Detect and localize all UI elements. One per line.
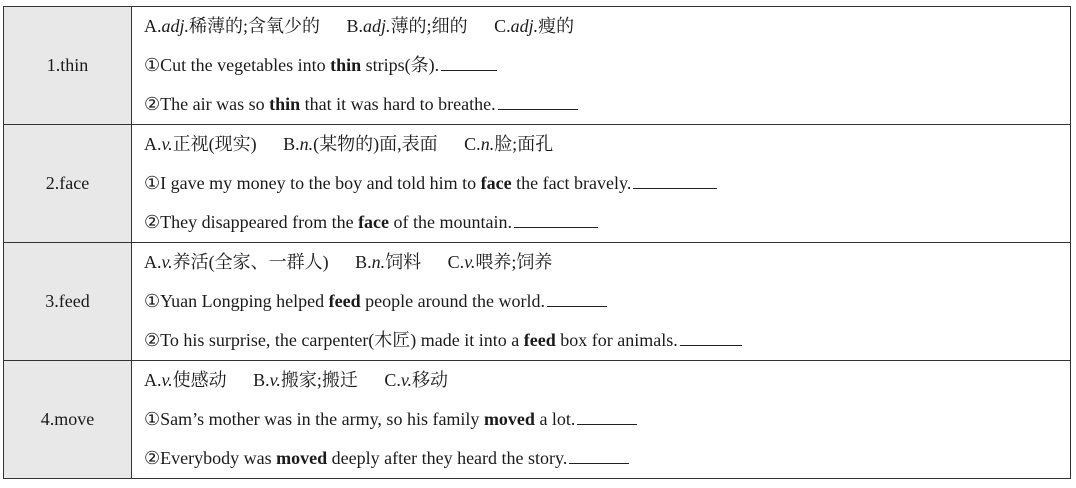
option-c: C.v.移动 (384, 370, 449, 390)
target-word: thin (330, 55, 362, 75)
content-cell (132, 243, 1071, 361)
target-word: face (358, 212, 390, 232)
sentence-1: ①Sam’s mother was in the army, so his family moved a lot. (144, 400, 1070, 439)
target-word: moved (276, 448, 328, 468)
target-word: feed (328, 291, 361, 311)
option-b: B.n.(某物的)面,表面 (283, 134, 438, 154)
option-a: A.v.养活(全家、一群人) (144, 252, 329, 272)
sentence-1: ①I gave my money to the boy and told him to face the fact bravely. (144, 164, 1070, 203)
option-a: A.v.正视(现实) (144, 134, 257, 154)
headword: 1.thin (46, 55, 89, 75)
option-a: A.v.使感动 (144, 370, 227, 390)
headword: 4.move (40, 409, 95, 429)
word-cell (4, 125, 132, 243)
word-cell (4, 361, 132, 479)
target-word: moved (483, 409, 535, 429)
answer-blank[interactable] (577, 410, 637, 425)
table-row (4, 7, 1071, 125)
content-cell (132, 125, 1071, 243)
option-b: B.n.饲料 (355, 252, 422, 272)
options-line (144, 243, 1070, 282)
sentence-2: ②To his surprise, the carpenter(木匠) made it into a feed box for animals. (144, 321, 1070, 360)
answer-blank[interactable] (680, 331, 742, 346)
vocabulary-table-container (3, 6, 1071, 482)
table-row (4, 361, 1071, 479)
word-cell (4, 243, 132, 361)
options-line (144, 7, 1070, 46)
option-b: B.adj.薄的;细的 (346, 16, 468, 36)
answer-blank[interactable] (633, 174, 717, 189)
sentence-2: ②The air was so thin that it was hard to breathe. (144, 85, 1070, 124)
answer-blank[interactable] (547, 292, 607, 307)
answer-blank[interactable] (498, 95, 578, 110)
table-row (4, 243, 1071, 361)
table-row (4, 125, 1071, 243)
sentence-2: ②Everybody was moved deeply after they heard the story. (144, 439, 1070, 478)
headword: 3.feed (45, 291, 90, 311)
sentence-1: ①Yuan Longping helped feed people around the world. (144, 282, 1070, 321)
content-cell (132, 7, 1071, 125)
target-word: face (480, 173, 512, 193)
headword: 2.face (45, 173, 90, 193)
option-a: A.adj.稀薄的;含氧少的 (144, 16, 321, 36)
content-cell (132, 361, 1071, 479)
option-c: C.adj.瘦的 (494, 16, 575, 36)
sentence-2: ②They disappeared from the face of the mountain. (144, 203, 1070, 242)
sentence-1: ①Cut the vegetables into thin strips(条). (144, 46, 1070, 85)
target-word: feed (523, 330, 556, 350)
options-line (144, 125, 1070, 164)
option-c: C.v.喂养;饲养 (447, 252, 553, 272)
target-word: thin (269, 94, 301, 114)
word-cell (4, 7, 132, 125)
answer-blank[interactable] (514, 213, 598, 228)
answer-blank[interactable] (569, 449, 629, 464)
answer-blank[interactable] (441, 56, 497, 71)
option-c: C.n.脸;面孔 (464, 134, 554, 154)
options-line (144, 361, 1070, 400)
option-b: B.v.搬家;搬迁 (253, 370, 358, 390)
vocabulary-table (3, 6, 1071, 479)
